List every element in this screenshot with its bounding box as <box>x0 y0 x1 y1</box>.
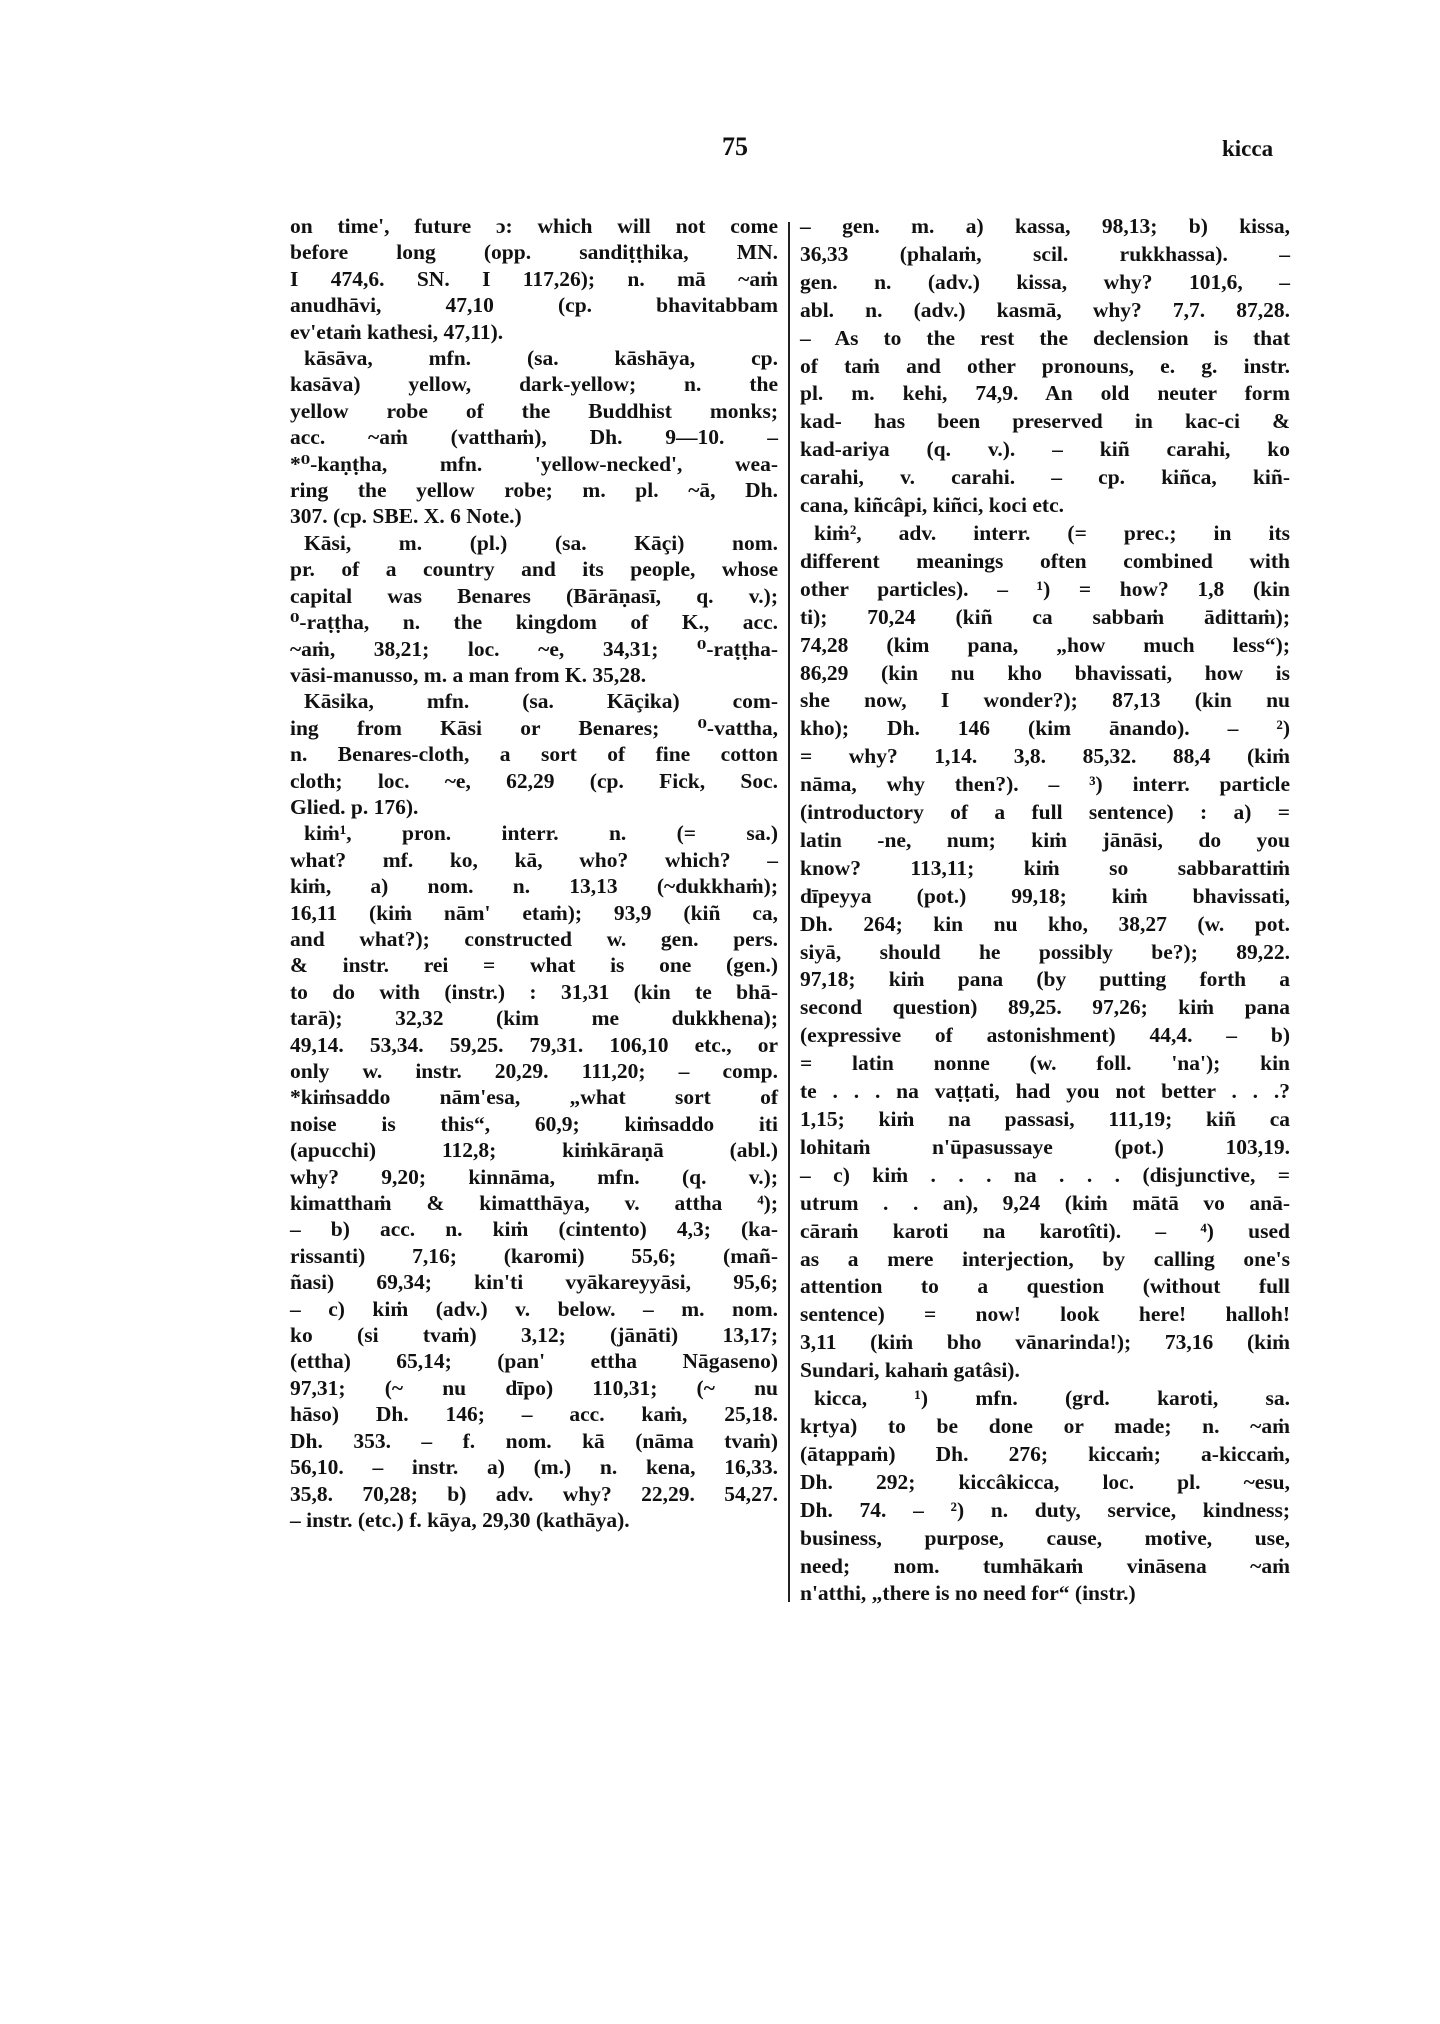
text-line: 49,14. 53,34. 59,25. 79,31. 106,10 etc., or <box>290 1032 778 1057</box>
text-line: ring the yellow robe; m. pl. ~ā, Dh. <box>290 478 778 503</box>
text-line: – b) acc. n. kiṁ (cintento) 4,3; (ka- <box>290 1217 778 1242</box>
text-line: noise is this“, 60,9; kiṁsaddo iti <box>290 1111 778 1136</box>
text-line: – instr. (etc.) f. kāya, 29,30 (kathāya). <box>290 1507 630 1532</box>
text-line: – gen. m. a) kassa, 98,13; b) kissa, <box>800 214 1290 238</box>
right-column <box>800 213 1290 1608</box>
text-line: Sundari, kahaṁ gatâsi). <box>800 1358 1020 1383</box>
text-line: ing from Kāsi or Benares; ⁰-vattha, <box>290 715 778 740</box>
text-line: pr. of a country and its people, whose <box>290 557 778 582</box>
text-line: nāma, why then?). – ³) interr. particle <box>800 772 1290 797</box>
text-line: cloth; loc. ~e, 62,29 (cp. Fick, Soc. <box>290 768 778 793</box>
text-line: latin -ne, num; kiṁ jānāsi, do you <box>800 827 1290 852</box>
text-line: cana, kiñcâpi, kiñci, koci etc. <box>800 493 1064 518</box>
column-divider <box>788 222 790 1602</box>
text-line: Kāsika, mfn. (sa. Kāçika) com- <box>304 689 778 714</box>
text-line: ko (si tvaṁ) 3,12; (jānāti) 13,17; <box>290 1323 778 1348</box>
text-line: on time', future ɔ: which will not come <box>290 214 778 238</box>
text-line: I 474,6. SN. I 117,26); n. mā ~aṁ <box>290 266 778 291</box>
text-line: = latin nonne (w. foll. 'na'); kin <box>800 1051 1290 1076</box>
text-line: (introductory of a full sentence) : a) = <box>800 800 1290 825</box>
text-line: yellow robe of the Buddhist monks; <box>290 398 778 423</box>
text-line: kāsāva, mfn. (sa. kāshāya, cp. <box>304 346 778 371</box>
text-line: – As to the rest the declension is that <box>800 325 1290 350</box>
text-line: 56,10. – instr. a) (m.) n. kena, 16,33. <box>290 1455 778 1480</box>
text-line: utrum . . an), 9,24 (kiṁ mātā vo anā- <box>800 1190 1290 1215</box>
left-column <box>290 213 778 1533</box>
text-line: = why? 1,14. 3,8. 85,32. 88,4 (kiṁ <box>800 744 1290 769</box>
text-line: n'atthi, „there is no need for“ (instr.) <box>800 1581 1136 1606</box>
text-line: only w. instr. 20,29. 111,20; – comp. <box>290 1059 778 1083</box>
text-line: siyā, should he possibly be?); 89,22. <box>800 939 1290 964</box>
text-line: 1,15; kiṁ na passasi, 111,19; kiñ ca <box>800 1107 1290 1131</box>
text-line: dīpeyya (pot.) 99,18; kiṁ bhavissati, <box>800 883 1290 908</box>
text-line: rissanti) 7,16; (karomi) 55,6; (mañ- <box>290 1243 778 1268</box>
text-line: 16,11 (kiṁ nām' etaṁ); 93,9 (kiñ ca, <box>290 900 778 925</box>
text-line: n. Benares-cloth, a sort of fine cotton <box>290 742 778 767</box>
text-line: kiṁ¹, pron. interr. n. (= sa.) <box>304 821 778 846</box>
text-line: tarā); 32,32 (kim me dukkhena); <box>290 1006 778 1031</box>
text-line: kasāva) yellow, dark-yellow; n. the <box>290 372 778 397</box>
text-line: ev'etaṁ kathesi, 47,11). <box>290 319 504 344</box>
text-line: ñasi) 69,34; kin'ti vyākareyyāsi, 95,6; <box>290 1270 778 1295</box>
text-line: kimatthaṁ & kimatthāya, v. attha ⁴); <box>290 1191 778 1216</box>
text-line: and what?); constructed w. gen. pers. <box>290 926 778 951</box>
text-line: attention to a question (without full <box>800 1274 1290 1299</box>
text-line: other particles). – ¹) = how? 1,8 (kin <box>800 576 1290 601</box>
text-line: ti); 70,24 (kiñ ca sabbaṁ ādittaṁ); <box>800 604 1290 629</box>
text-line: ⁰-raṭṭha, n. the kingdom of K., acc. <box>290 610 778 635</box>
text-line: *kiṁsaddo nām'esa, „what sort of <box>290 1085 778 1110</box>
text-line: *⁰-kaṇṭha, mfn. 'yellow-necked', wea- <box>290 451 778 476</box>
text-line: vāsi-manusso, m. a man from K. 35,28. <box>290 662 647 687</box>
text-line: abl. n. (adv.) kasmā, why? 7,7. 87,28. <box>800 297 1290 322</box>
text-line: carahi, v. carahi. – cp. kiñca, kiñ- <box>800 465 1290 490</box>
running-head: kicca <box>1222 136 1274 161</box>
text-line: anudhāvi, 47,10 (cp. bhavitabbam <box>290 293 778 318</box>
text-line: to do with (instr.) : 31,31 (kin te bhā- <box>290 979 778 1004</box>
page-number: 75 <box>722 132 748 161</box>
text-line: business, purpose, cause, motive, use, <box>800 1525 1290 1550</box>
text-line: kṛtya) to be done or made; n. ~aṁ <box>800 1413 1290 1438</box>
text-line: know? 113,11; kiṁ so sabbarattiṁ <box>800 855 1290 880</box>
text-line: – c) kiṁ . . . na . . . (disjunctive, = <box>800 1162 1290 1187</box>
text-line: kicca, ¹) mfn. (grd. karoti, sa. <box>814 1386 1290 1411</box>
text-line: – c) kiṁ (adv.) v. below. – m. nom. <box>290 1296 778 1321</box>
text-line: 3,11 (kiṁ bho vānarinda!); 73,16 (kiṁ <box>800 1330 1290 1355</box>
text-line: (ettha) 65,14; (pan' ettha Nāgaseno) <box>290 1349 778 1374</box>
text-line: 74,28 (kim pana, „how much less“); <box>800 632 1290 657</box>
text-line: kad-ariya (q. v.). – kiñ carahi, ko <box>800 437 1290 462</box>
text-line: & instr. rei = what is one (gen.) <box>290 953 778 978</box>
text-line: 86,29 (kin nu kho bhavissati, how is <box>800 660 1290 685</box>
text-line: different meanings often combined with <box>800 548 1290 573</box>
text-line: Dh. 353. – f. nom. kā (nāma tvaṁ) <box>290 1428 778 1453</box>
text-line: second question) 89,25. 97,26; kiṁ pana <box>800 995 1290 1020</box>
text-line: sentence) = now! look here! halloh! <box>800 1302 1290 1327</box>
text-line: need; nom. tumhākaṁ vināsena ~aṁ <box>800 1553 1290 1578</box>
text-line: hāso) Dh. 146; – acc. kaṁ, 25,18. <box>290 1402 778 1427</box>
text-line: Dh. 264; kin nu kho, 38,27 (w. pot. <box>800 911 1290 936</box>
text-line: kiṁ², adv. interr. (= prec.; in its <box>814 520 1290 545</box>
text-line: Dh. 74. – ²) n. duty, service, kindness; <box>800 1497 1290 1522</box>
text-line: kho); Dh. 146 (kim ānando). – ²) <box>800 716 1290 741</box>
text-line: lohitaṁ n'ūpasussaye (pot.) 103,19. <box>800 1134 1290 1159</box>
text-line: te . . . na vaṭṭati, had you not better . . .? <box>800 1079 1290 1104</box>
text-line: before long (opp. sandiṭṭhika, MN. <box>290 240 778 265</box>
text-line: (apucchi) 112,8; kiṁkāraṇā (abl.) <box>290 1138 778 1163</box>
text-line: 97,31; (~ nu dīpo) 110,31; (~ nu <box>290 1375 778 1400</box>
text-line: of taṁ and other pronouns, e. g. instr. <box>800 353 1290 378</box>
text-line: Glied. p. 176). <box>290 794 419 819</box>
text-line: gen. n. (adv.) kissa, why? 101,6, – <box>800 269 1290 294</box>
text-line: acc. ~aṁ (vatthaṁ), Dh. 9—10. – <box>290 425 778 450</box>
text-line: (expressive of astonishment) 44,4. – b) <box>800 1023 1290 1048</box>
text-line: capital was Benares (Bārāṇasī, q. v.); <box>290 583 778 608</box>
text-line: why? 9,20; kinnāma, mfn. (q. v.); <box>290 1164 778 1189</box>
text-line: pl. m. kehi, 74,9. An old neuter form <box>800 381 1290 406</box>
text-line: Kāsi, m. (pl.) (sa. Kāçi) nom. <box>304 530 778 555</box>
text-line: cāraṁ karoti na karotîti). – ⁴) used <box>800 1218 1290 1243</box>
text-line: 307. (cp. SBE. X. 6 Note.) <box>290 504 522 529</box>
text-line: kiṁ, a) nom. n. 13,13 (~dukkhaṁ); <box>290 874 778 899</box>
text-line: (ātappaṁ) Dh. 276; kiccaṁ; a-kiccaṁ, <box>800 1441 1290 1466</box>
text-line: as a mere interjection, by calling one's <box>800 1246 1290 1271</box>
text-line: 35,8. 70,28; b) adv. why? 22,29. 54,27. <box>290 1481 778 1506</box>
text-line: 97,18; kiṁ pana (by putting forth a <box>800 967 1290 992</box>
text-line: Dh. 292; kiccâkicca, loc. pl. ~esu, <box>800 1469 1290 1494</box>
text-line: kad- has been preserved in kac-ci & <box>800 409 1290 434</box>
text-line: 36,33 (phalaṁ, scil. rukkhassa). – <box>800 241 1290 266</box>
text-line: she now, I wonder?); 87,13 (kin nu <box>800 688 1290 713</box>
text-line: what? mf. ko, kā, who? which? – <box>290 847 778 872</box>
text-line: ~aṁ, 38,21; loc. ~e, 34,31; ⁰-raṭṭha- <box>290 636 778 661</box>
